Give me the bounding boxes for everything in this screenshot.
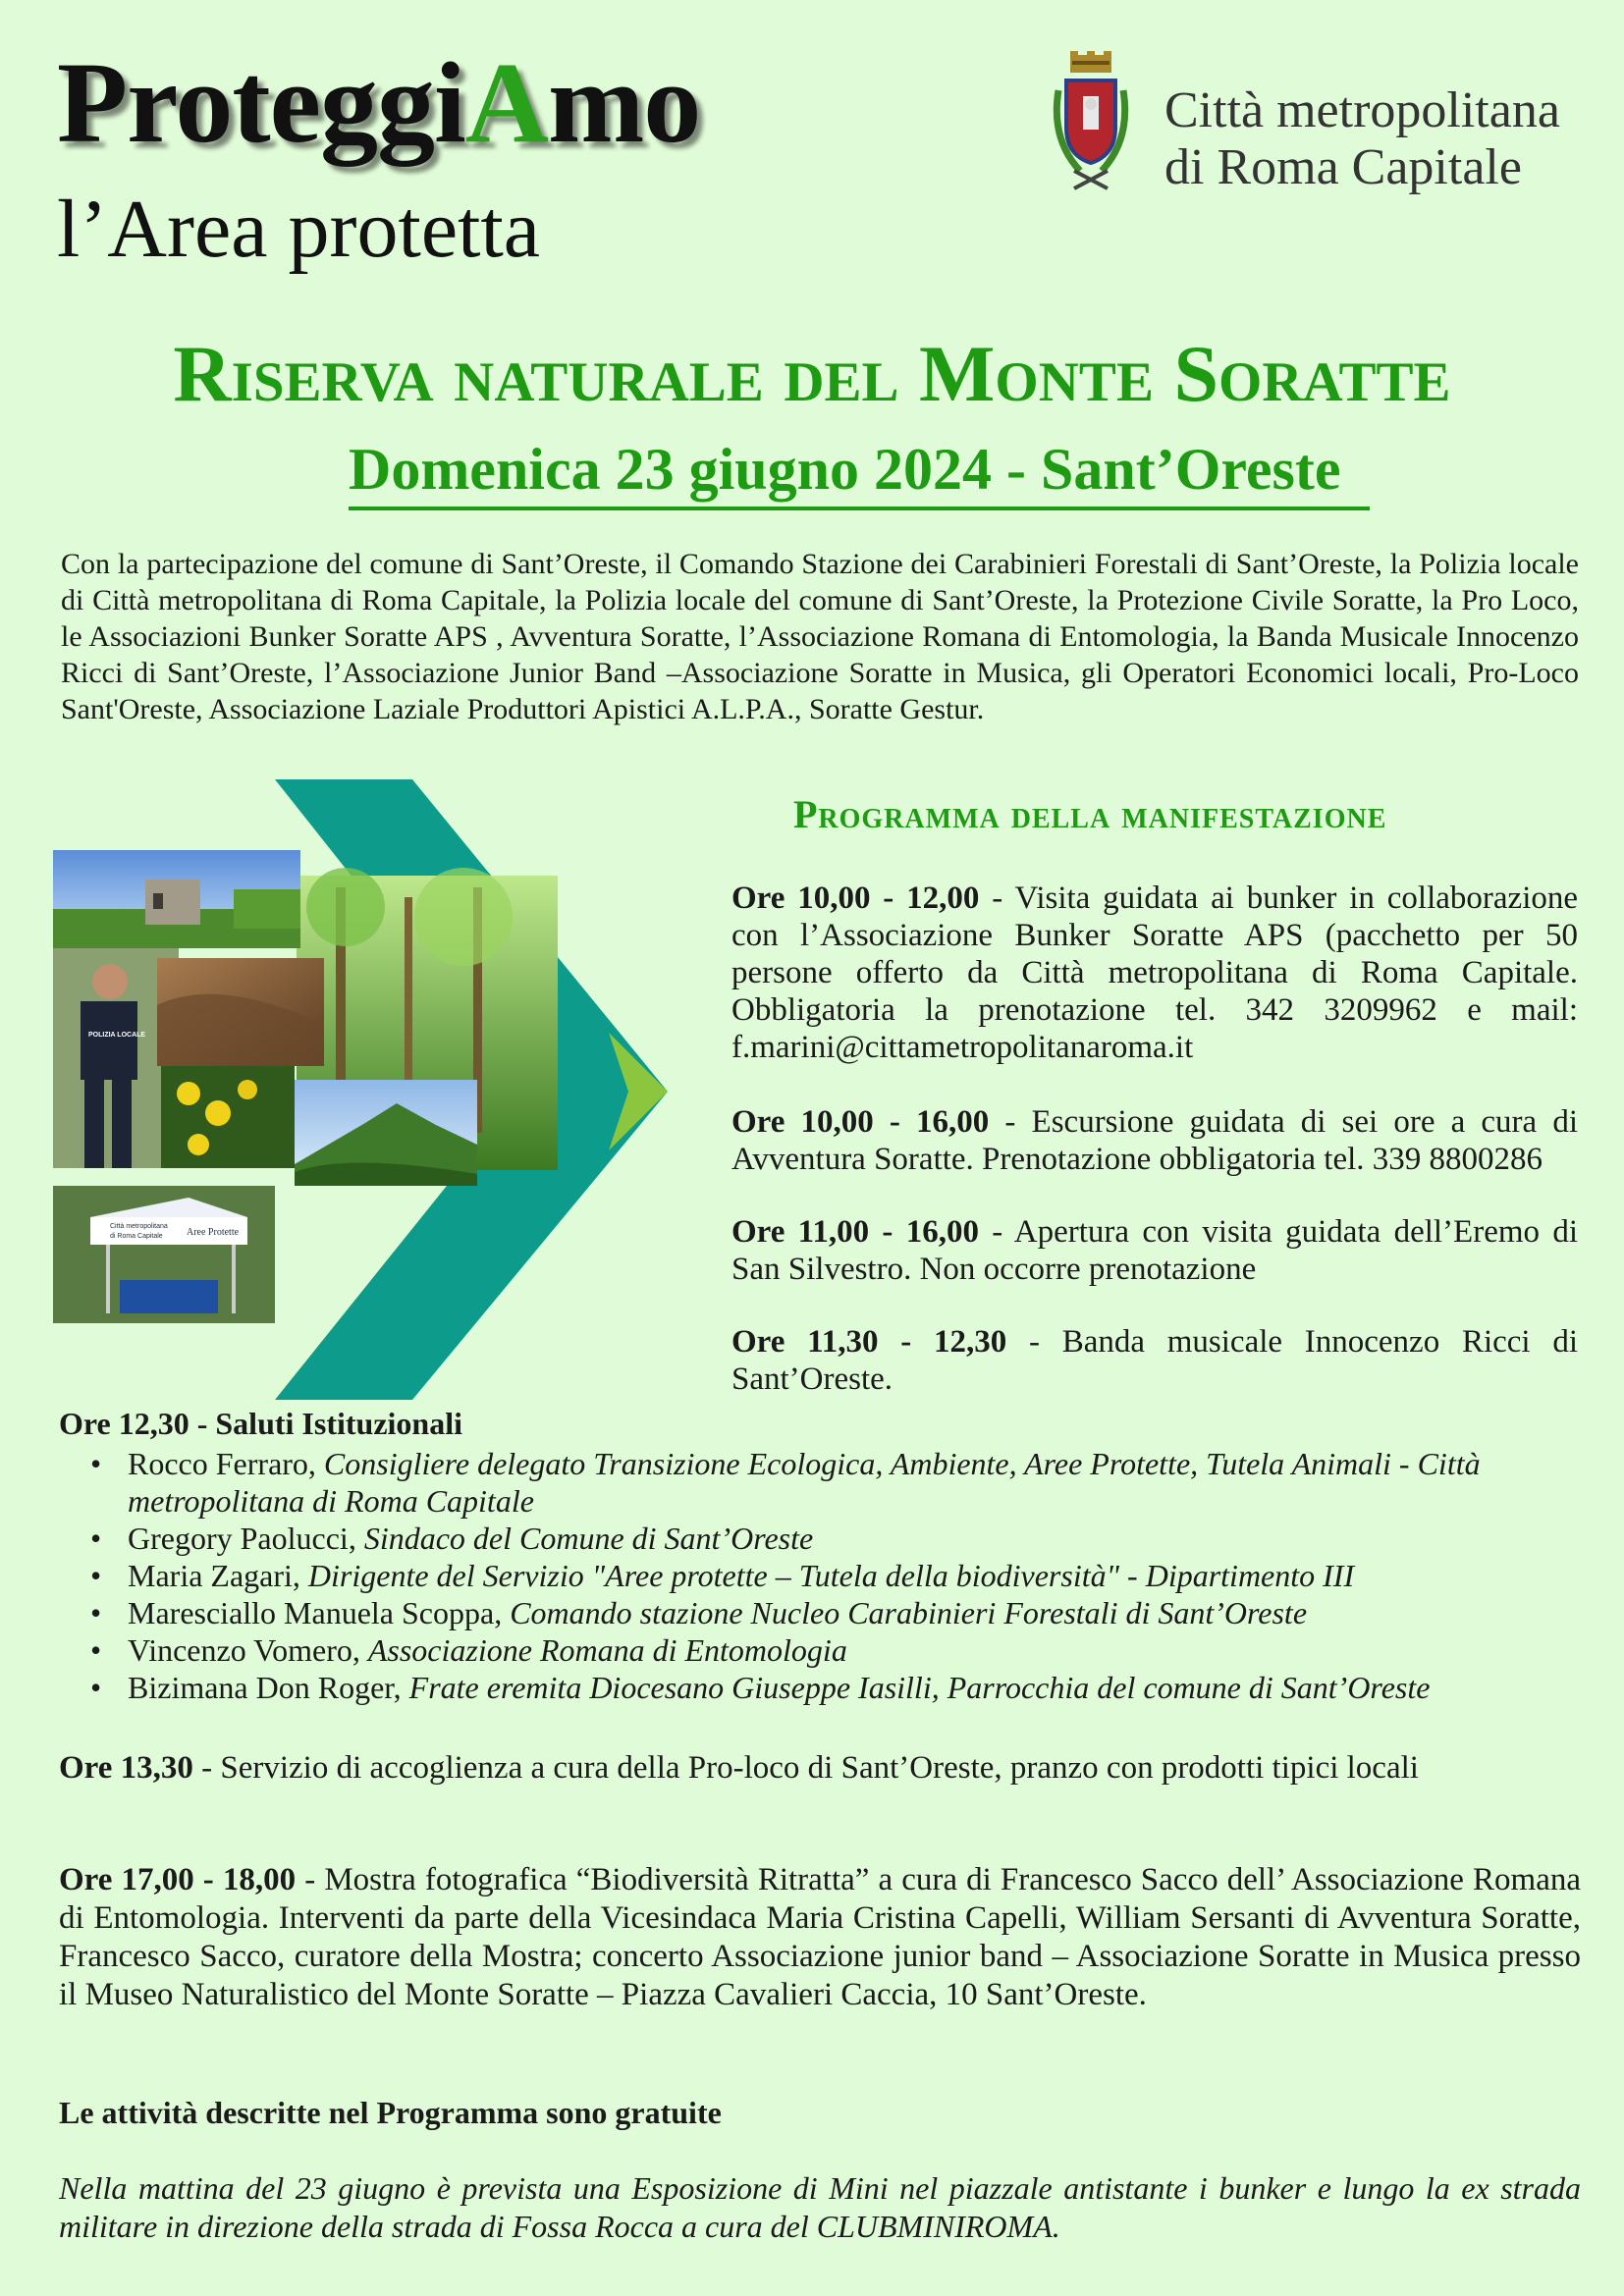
program-time: Ore 10,00 - 12,00 <box>731 881 980 916</box>
speaker-item: • Gregory Paolucci, Sindaco del Comune di Sant’Oreste <box>59 1520 1591 1557</box>
program-text: - Servizio di accoglienza a cura della Pro-loco di Sant’Oreste, pranzo con prodotti tipici locali <box>192 1750 1419 1786</box>
program-text: - Apertura con visita guidata dell’Eremo di San Silvestro. Non occorre prenotazione <box>731 1214 1578 1287</box>
speaker-item: • Rocco Ferraro, Consigliere delegato Transizione Ecologica, Ambiente, Aree Protette, Tutela Animali - Città metropolitana di Roma Capitale <box>59 1445 1591 1520</box>
program-text: - Escursione guidata di sei ore a cura di Avventura Soratte. Prenotazione obbligatoria tel. 339 8800286 <box>731 1104 1578 1177</box>
program-time: Ore 11,30 - 12,30 <box>731 1324 1007 1360</box>
brand-subtitle: l’Area protetta <box>57 184 541 275</box>
program-text: - Mostra fotografica “Biodiversità Ritratta” a cura di Francesco Sacco dell’ Associazione Romana di Entomologia. Interventi da parte della Vicesindaca Maria Cristina Capelli, William Sersanti di Avventura Soratte, Francesco Sacco, curatore della Mostra; concerto Associazione junior band – Associazione Soratte in Musica presso il Museo Naturalistico del Monte Soratte – Piazza Cavalieri Caccia, 10 Sant’Oreste. <box>59 1862 1582 2012</box>
speaker-item: • Bizimana Don Roger, Frate eremita Diocesano Giuseppe Iasilli, Parrocchia del comune di Sant’Oreste <box>59 1669 1591 1706</box>
speaker-item: • Maria Zagari, Dirigente del Servizio "Aree protette – Tutela della biodiversità" - Dipartimento III <box>59 1557 1591 1594</box>
program-item <box>731 880 1578 1066</box>
program-time: Ore 17,00 - 18,00 <box>59 1862 297 1897</box>
yellow-flowers-photo <box>161 1066 295 1168</box>
vest-label: POLIZIA LOCALE <box>88 1032 146 1039</box>
castle-photo <box>53 850 300 948</box>
participants-paragraph: Con la partecipazione del comune di Sant’Oreste, il Comando Stazione dei Carabinieri Forestali di Sant’Oreste, la Polizia locale di Città metropolitana di Roma Capitale, la Polizia locale del comune di Sant’Oreste, la Protezione Civile Soratte, la Pro Loco, le Associazioni Bunker Soratte APS , Avventura Soratte, l’Associazione Romana di Entomologia, la Banda Musicale Innocenzo Ricci di Sant’Oreste, l’Associazione Junior Band –Associazione Soratte in Musica, gli Operatori Economici locali, Pro-Loco Sant'Oreste, Associazione Laziale Produttori Apistici A.L.P.A., Soratte Gestur. <box>61 548 1579 725</box>
program-time: Ore 13,30 <box>59 1750 193 1786</box>
coat-of-arms-logo <box>1051 51 1131 198</box>
organization-name-line2: di Roma Capitale <box>1164 139 1522 195</box>
speakers-list <box>59 1445 1591 1706</box>
rock-cliff-photo <box>157 958 324 1066</box>
organization-name <box>1164 82 1560 196</box>
brand-title: ProteggiAmo <box>57 38 701 167</box>
mountain-photo <box>295 1080 477 1186</box>
program-time: Ore 11,00 - 16,00 <box>731 1214 979 1250</box>
program-item <box>731 1213 1578 1288</box>
photo-collage <box>51 779 699 1400</box>
program-item <box>731 1323 1578 1398</box>
speaker-item: • Maresciallo Manuela Scoppa, Comando stazione Nucleo Carabinieri Forestali di Sant’Oreste <box>59 1594 1591 1631</box>
tent-label-line2: di Roma Capitale <box>110 1233 163 1240</box>
event-date: Domenica 23 giugno 2024 - Sant’Oreste <box>349 440 1370 510</box>
reserve-title: Riserva naturale del Monte Soratte <box>173 329 1451 418</box>
program-heading: Programma della manifestazione <box>793 792 1387 836</box>
mini-exhibition-note: Nella mattina del 23 giugno è prevista una Esposizione di Mini nel piazzale antistante i bunker e lungo la ex strada militare in direzione della strada di Fossa Rocca a cura del CLUBMINIROMA. <box>59 2170 1581 2244</box>
program-item <box>731 1103 1578 1178</box>
info-tent-photo <box>53 1186 275 1323</box>
lunch-item <box>59 1749 1581 1788</box>
organization-name-line1: Città metropolitana <box>1164 82 1560 138</box>
tent-label-line1: Città metropolitana <box>110 1223 168 1230</box>
free-activities-note: Le attività descritte nel Programma sono gratuite <box>59 2095 722 2130</box>
institutional-greetings-heading: Ore 12,30 - Saluti Istituzionali <box>59 1406 462 1441</box>
program-text: - Visita guidata ai bunker in collaborazione con l’Associazione Bunker Soratte APS (pacchetto per 50 persone offerto da Città metropolitana di Roma Capitale. Obbligatoria la prenotazione tel. 342 3209962 e mail: f.marini@cittametropolitanaroma.it <box>731 881 1579 1065</box>
tent-label-line3: Aree Protette <box>187 1227 240 1238</box>
speaker-item: • Vincenzo Vomero, Associazione Romana di Entomologia <box>59 1631 1591 1669</box>
exhibition-item <box>59 1861 1581 2014</box>
program-time: Ore 10,00 - 16,00 <box>731 1104 990 1140</box>
program-text: - Banda musicale Innocenzo Ricci di Sant’Oreste. <box>731 1324 1578 1397</box>
